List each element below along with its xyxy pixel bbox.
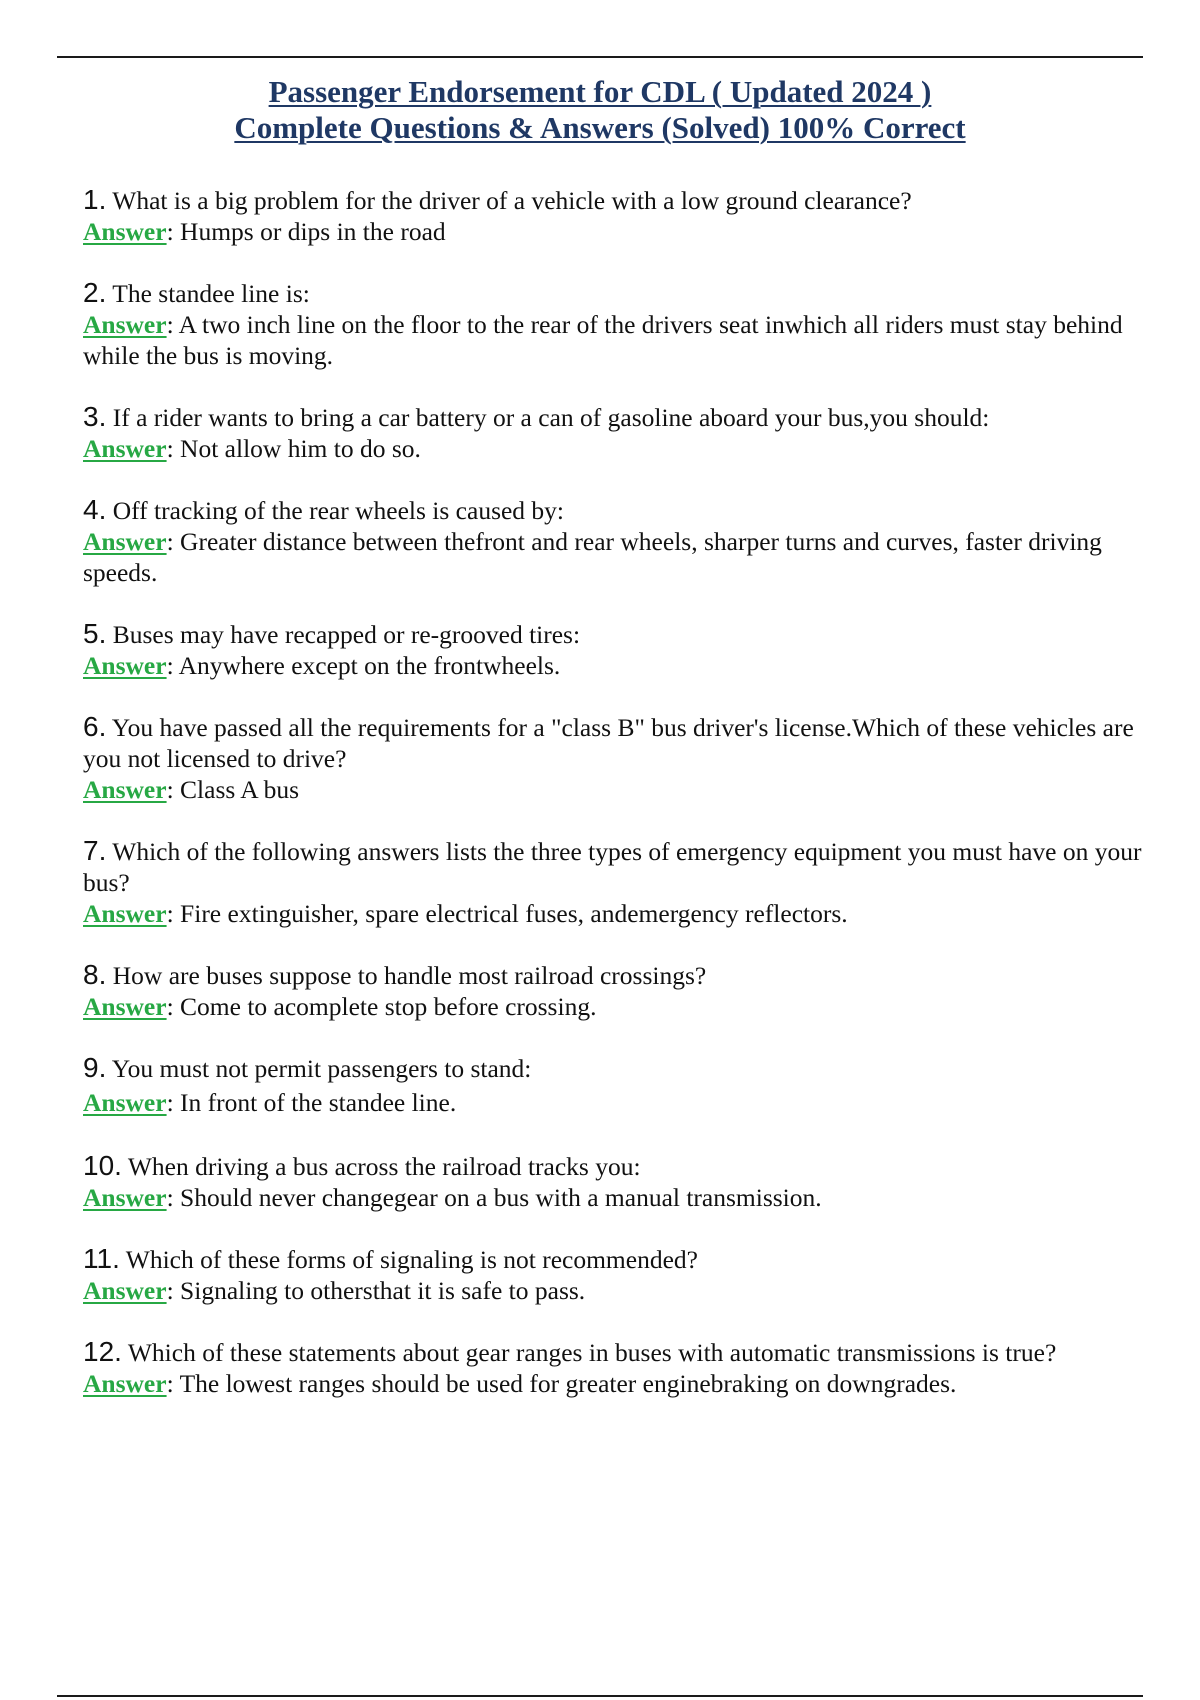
answer-label: Answer: [83, 310, 167, 339]
qa-item-6: [83, 711, 1148, 805]
answer-text: Not allow him to do so.: [180, 434, 421, 463]
answer-label: Answer: [83, 1369, 167, 1398]
question-2: [83, 277, 1148, 309]
answer-label: Answer: [83, 1276, 167, 1305]
qa-item-9: [83, 1052, 1148, 1118]
question-9: [83, 1052, 1148, 1084]
qa-item-1: [83, 184, 1148, 247]
question-number: 5.: [83, 618, 107, 649]
qa-item-4: [83, 494, 1148, 588]
answer-11: Answer: Signaling to othersthat it is safe to pass.: [83, 1276, 586, 1305]
question-8: [83, 959, 1148, 991]
title-line-2: Complete Questions & Answers (Solved) 100% Correct: [234, 110, 966, 145]
answer-text: Class A bus: [180, 775, 300, 804]
answer-3: Answer: Not allow him to do so.: [83, 434, 421, 463]
question-text: When driving a bus across the railroad tracks you:: [127, 1152, 641, 1181]
question-text: You must not permit passengers to stand:: [111, 1054, 532, 1083]
question-text: The standee line is:: [112, 279, 310, 308]
qa-item-2: [83, 277, 1148, 371]
answer-label: Answer: [83, 217, 167, 246]
question-number: 3.: [83, 401, 107, 432]
question-6: [83, 711, 1148, 774]
question-12: [83, 1336, 1148, 1368]
answer-text: Fire extinguisher, spare electrical fuses, andemergency reflectors.: [180, 899, 848, 928]
question-number: 1.: [83, 184, 107, 215]
question-4: [83, 494, 1148, 526]
question-text: If a rider wants to bring a car battery or a can of gasoline aboard your bus,you should:: [112, 403, 990, 432]
qa-item-11: [83, 1243, 1148, 1306]
document-title: [0, 74, 1200, 146]
question-number: 8.: [83, 959, 107, 990]
qa-item-3: [83, 401, 1148, 464]
answer-text: Come to acomplete stop before crossing.: [180, 992, 597, 1021]
question-text: Which of these statements about gear ranges in buses with automatic transmissions is true?: [127, 1338, 1057, 1367]
answer-2: Answer: A two inch line on the floor to the rear of the drivers seat inwhich all riders must stay behind while the bus is moving.: [83, 310, 1123, 370]
answer-label: Answer: [83, 899, 167, 928]
bottom-rule: [57, 1695, 1143, 1697]
question-5: [83, 618, 1148, 650]
answer-text: Greater distance between thefront and rear wheels, sharper turns and curves, faster driving speeds.: [83, 527, 1102, 587]
answer-label: Answer: [83, 1088, 167, 1117]
qa-list: [83, 184, 1148, 1399]
answer-1: Answer: Humps or dips in the road: [83, 217, 446, 246]
qa-item-10: [83, 1150, 1148, 1213]
question-number: 12.: [83, 1336, 122, 1367]
answer-label: Answer: [83, 775, 167, 804]
answer-text: The lowest ranges should be used for greater enginebraking on downgrades.: [179, 1369, 957, 1398]
question-number: 9.: [83, 1052, 107, 1083]
question-number: 11.: [83, 1243, 120, 1274]
question-10: [83, 1150, 1148, 1182]
question-number: 10.: [83, 1150, 122, 1181]
title-line-1: Passenger Endorsement for CDL ( Updated 2024 ): [268, 74, 932, 109]
answer-label: Answer: [83, 992, 167, 1021]
answer-text: In front of the standee line.: [180, 1088, 457, 1117]
answer-text: Anywhere except on the frontwheels.: [178, 651, 561, 680]
answer-label: Answer: [83, 527, 167, 556]
answer-8: Answer: Come to acomplete stop before crossing.: [83, 992, 597, 1021]
question-number: 7.: [83, 835, 107, 866]
question-text: Buses may have recapped or re-grooved tires:: [112, 620, 581, 649]
answer-label: Answer: [83, 651, 167, 680]
qa-item-8: [83, 959, 1148, 1022]
answer-12: Answer: The lowest ranges should be used for greater enginebraking on downgrades.: [83, 1369, 957, 1398]
qa-item-12: [83, 1336, 1148, 1399]
question-7: [83, 835, 1148, 898]
question-number: 4.: [83, 494, 107, 525]
top-rule: [57, 56, 1143, 58]
question-text: Off tracking of the rear wheels is caused by:: [112, 496, 565, 525]
answer-text: Signaling to othersthat it is safe to pass.: [180, 1276, 586, 1305]
question-text: What is a big problem for the driver of a vehicle with a low ground clearance?: [112, 186, 912, 215]
question-text: Which of these forms of signaling is not recommended?: [125, 1245, 698, 1274]
answer-4: Answer: Greater distance between thefront and rear wheels, sharper turns and curves, faster driving speeds.: [83, 527, 1102, 587]
question-number: 2.: [83, 277, 107, 308]
question-11: [83, 1243, 1148, 1275]
question-number: 6.: [83, 711, 107, 742]
question-text: Which of the following answers lists the three types of emergency equipment you must have on your bus?: [83, 837, 1142, 897]
answer-6: Answer: Class A bus: [83, 775, 300, 804]
question-3: [83, 401, 1148, 433]
question-1: [83, 184, 1148, 216]
qa-item-7: [83, 835, 1148, 929]
answer-9: Answer: In front of the standee line.: [83, 1088, 457, 1117]
answer-5: Answer: Anywhere except on the frontwheels.: [83, 651, 561, 680]
answer-text: Humps or dips in the road: [180, 217, 446, 246]
question-text: How are buses suppose to handle most railroad crossings?: [112, 961, 707, 990]
answer-label: Answer: [83, 1183, 167, 1212]
answer-10: Answer: Should never changegear on a bus with a manual transmission.: [83, 1183, 822, 1212]
answer-7: Answer: Fire extinguisher, spare electrical fuses, andemergency reflectors.: [83, 899, 848, 928]
answer-label: Answer: [83, 434, 167, 463]
qa-item-5: [83, 618, 1148, 681]
question-text: You have passed all the requirements for a "class B" bus driver's license.Which of these vehicles are you not licensed to drive?: [83, 713, 1134, 773]
answer-text: A two inch line on the floor to the rear of the drivers seat inwhich all riders must stay behind while the bus is moving.: [83, 310, 1123, 370]
answer-text: Should never changegear on a bus with a manual transmission.: [180, 1183, 822, 1212]
